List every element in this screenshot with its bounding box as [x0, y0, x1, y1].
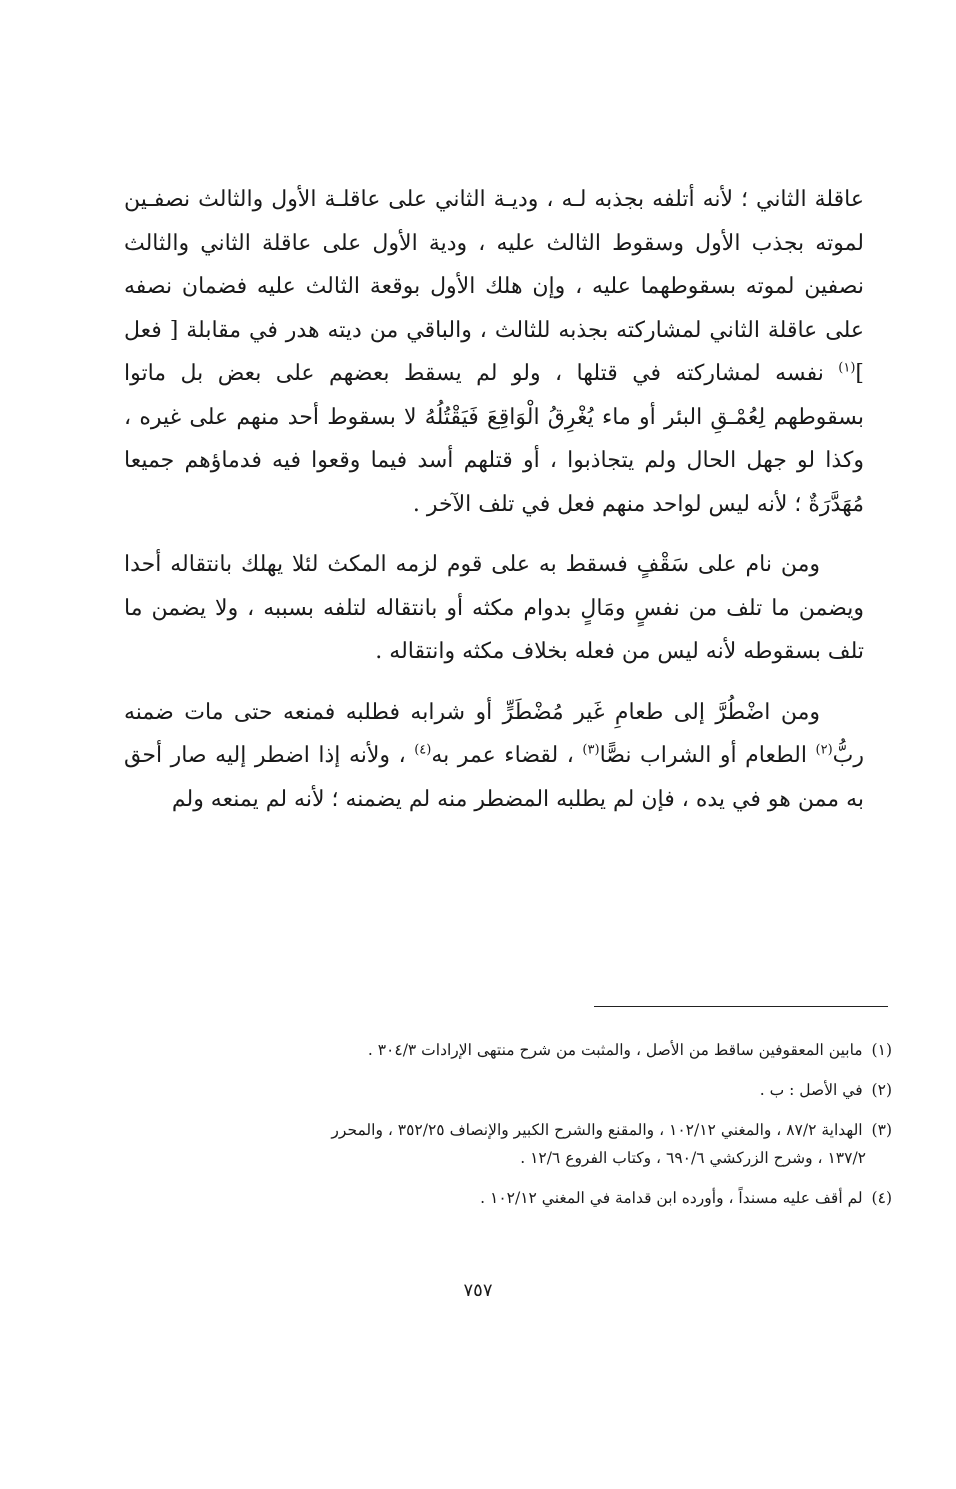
footnote-divider — [594, 1006, 888, 1007]
footnote-ref-3: (٣) — [582, 742, 600, 758]
footnote-2 — [124, 1076, 892, 1104]
footnote-number: (١) — [871, 1041, 892, 1059]
footnote-ref-2: (٢) — [815, 742, 833, 758]
footnote-continuation: ١٣٧/٢ ، وشرح الزركشي ٦٩٠/٦ ، وكتاب الفروع ١٢/٦ . — [520, 1149, 866, 1167]
footnote-number: (٤) — [871, 1189, 892, 1207]
footnote-text: في الأصل : ب . — [759, 1081, 863, 1099]
paragraph-2 — [124, 543, 864, 674]
footnotes — [124, 1036, 892, 1224]
footnote-number: (٣) — [871, 1121, 892, 1139]
text-run: ومن اضْطُرَّ إلى طعامِ غَير مُضْطَرٍّ أو شرابه فطلبه فمنعه حتى مات ضمنه ربُّ — [124, 699, 864, 768]
text-run: عاقلة الثاني ؛ لأنه أتلفه بجذبه لـه ، وديـة الثاني على عاقلـة الأول والثالث نصفـين لموته بجذب الأول وسقوط الثالث عليه ، ودية الأول على عاقلة الثاني والثالث نصفين لموته بسقوطهما عليه ، وإن هلك الأول بوقعة الثالث عليه فضمان نصفه على عاقلة الثاني لمشاركته بجذبه للثالث ، والباقي من ديته هدر في مقابلة [ فعل ] — [124, 187, 864, 386]
text-run: ومن نام على سَقْفٍ فسقط به على قوم لزمه المكث لئلا يهلك بانتقاله أحدا ويضمن ما تلف من نفسٍ ومَالٍ بدوام مكثه أو بانتقاله لتلفه بسببه ، ولا يضمن ما تلف بسقوطه لأنه ليس من فعله بخلاف مكثه وانتقاله . — [124, 552, 864, 664]
text-run: الطعام أو الشراب نصًّا — [599, 743, 816, 768]
footnote-ref-1: (١) — [838, 360, 856, 376]
footnote-text: مابين المعقوفين ساقط من الأصل ، والمثبت من شرح منتهى الإرادات ٣٠٤/٣ . — [367, 1041, 863, 1059]
paragraph-3 — [124, 691, 864, 822]
footnote-number: (٢) — [871, 1081, 892, 1099]
footnote-text: الهداية ٨٧/٢ ، والمغني ١٠٢/١٢ ، والمقنع والشرح الكبير والإنصاف ٣٥٢/٢٥ ، والمحرر — [331, 1121, 863, 1139]
text-run: نفسه لمشاركته في قتلها ، ولو لم يسقط بعضهم على بعض بل ماتوا بسقوطهم لِعُمْـقِ البئر أو ماء يُغْرِقُ الْوَاقِعَ فَيَقْتُلُهُ لا بسقوط أحد منهم على غيره ، وكذا لو جهل الحال ولم يتجاذبوا ، أو قتلهم أسد فيما وقعوا فيه فدماؤهم جميعا مُهَدَّرَةٌ ؛ لأنه ليس لواحد منهم فعل في تلف الآخر . — [124, 361, 864, 517]
page-number: ٧٥٧ — [463, 1280, 493, 1301]
footnote-3 — [124, 1116, 892, 1172]
footnote-4 — [124, 1184, 892, 1212]
footnote-ref-4: (٤) — [414, 742, 432, 758]
text-run: ، لقضاء عمر به — [431, 743, 583, 768]
text-run: ، ولأنه إذا اضطر إليه صار أحق به ممن هو في يده ، فإن لم يطلبه المضطر منه لم يضمنه ؛ لأنه لم يمنعه ولم — [124, 743, 864, 812]
paragraph-1 — [124, 178, 864, 526]
main-text — [124, 178, 864, 838]
footnote-1 — [124, 1036, 892, 1064]
footnote-text: لم أقف عليه مسنداً ، وأورده ابن قدامة في المغني ١٠٢/١٢ . — [480, 1189, 863, 1207]
